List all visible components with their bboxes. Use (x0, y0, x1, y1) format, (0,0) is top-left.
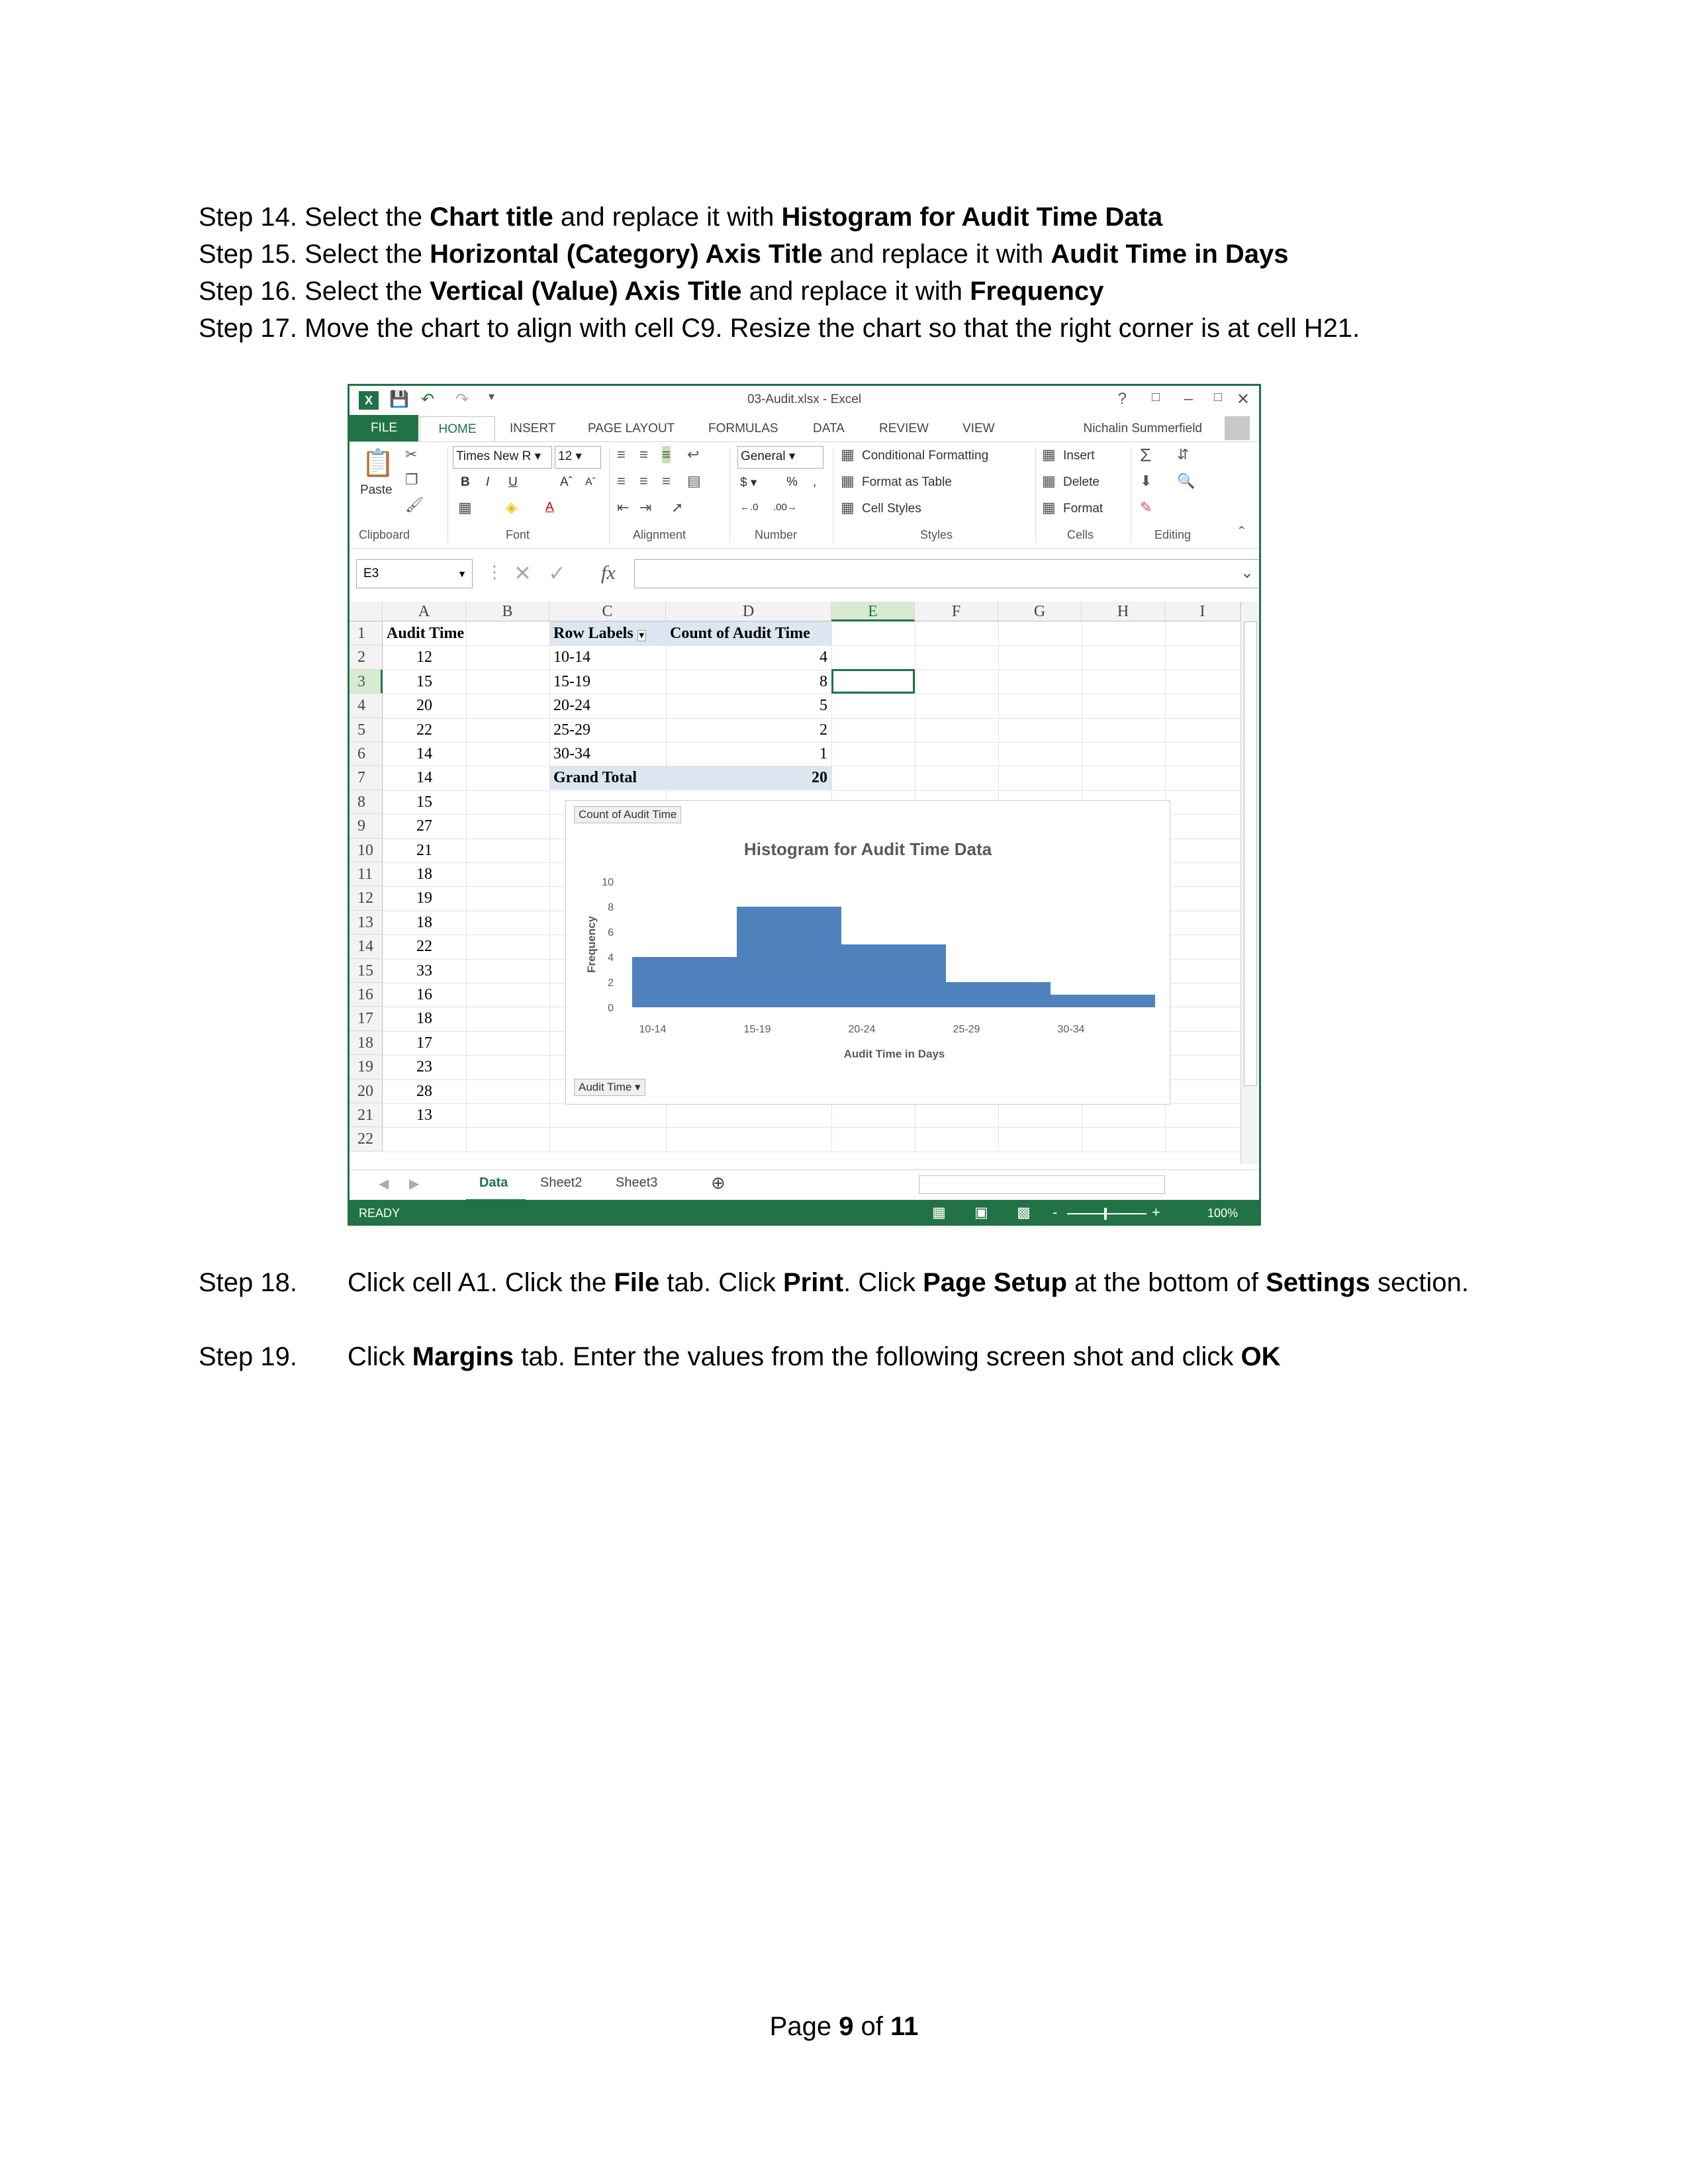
cell-audit-time[interactable]: 18 (416, 866, 432, 883)
step-text: Click (348, 1342, 412, 1371)
step-18-text (348, 1264, 1473, 1301)
orientation-icon[interactable]: ➚ (671, 499, 684, 516)
row-header[interactable]: 10 (350, 839, 383, 862)
zoom-level[interactable]: 100% (1207, 1206, 1239, 1220)
histogram-bar (841, 944, 946, 1007)
row-header[interactable]: 15 (350, 959, 383, 983)
step-text: and replace it with (553, 203, 782, 232)
enter-icon[interactable]: ✓ (548, 561, 566, 585)
cell-a1[interactable]: Audit Time (387, 625, 465, 642)
step-text: and replace it with (822, 240, 1051, 269)
x-tick-label: 10-14 (639, 1024, 667, 1035)
name-box-value: E3 (363, 567, 379, 580)
cell-audit-time[interactable]: 28 (416, 1082, 432, 1100)
paste-button[interactable]: Paste (360, 483, 393, 497)
step-14 (199, 199, 1556, 236)
step-text: Step 15. Select the (199, 240, 430, 269)
step-bold: OK (1241, 1342, 1281, 1371)
row-header[interactable]: 2 (350, 645, 383, 669)
font-size-value: 12 (558, 449, 573, 463)
cell-audit-time[interactable]: 33 (416, 962, 432, 979)
step-18-number: Step 18. (199, 1268, 298, 1297)
scroll-thumb[interactable] (1244, 621, 1257, 1086)
zoom-slider[interactable] (1067, 1213, 1147, 1214)
cancel-icon[interactable]: ✕ (514, 561, 532, 585)
ribbon (350, 441, 1259, 549)
align-left-icon[interactable]: ≡ (617, 473, 626, 489)
tab-data[interactable]: DATA (813, 422, 845, 435)
cell-audit-time[interactable]: 21 (416, 841, 432, 859)
cell-audit-time[interactable]: 20 (416, 697, 432, 715)
y-tick-label: 10 (602, 877, 614, 888)
page-footer (0, 2012, 1688, 2042)
excel-logo-icon: X (359, 391, 379, 410)
histogram-bar (946, 982, 1051, 1007)
undo-icon[interactable]: ↶ (421, 390, 435, 408)
step-text: section. (1370, 1268, 1469, 1297)
ribbon-tabs (350, 415, 1259, 441)
step-text: Click cell A1. Click the (348, 1268, 614, 1297)
step-text: Step 16. Select the (199, 277, 430, 306)
save-icon[interactable]: 💾 (389, 390, 409, 408)
collapse-ribbon-icon[interactable]: ⌃ (1237, 524, 1247, 537)
grow-font-icon[interactable]: Aˆ (560, 475, 573, 489)
cell-audit-time[interactable]: 13 (416, 1107, 432, 1124)
currency-icon[interactable]: $ ▾ (740, 476, 757, 490)
sheet-tab-sheet2[interactable]: Sheet2 (540, 1175, 583, 1190)
y-tick-label: 6 (608, 927, 614, 938)
x-axis-title: Audit Time in Days (843, 1048, 945, 1060)
find-select-icon[interactable]: 🔍 (1177, 473, 1196, 489)
chart-field-button[interactable]: Count of Audit Time (574, 806, 681, 823)
row-header[interactable]: 13 (350, 911, 383, 934)
chart-axis-field-label: Audit Time (579, 1081, 632, 1093)
align-top-icon[interactable]: ≡ (617, 446, 626, 463)
conditional-formatting-button[interactable]: Conditional Formatting (862, 449, 989, 463)
pivot-row-count[interactable]: 2 (820, 721, 827, 739)
col-header[interactable]: B (466, 602, 549, 621)
group-font: Font (506, 528, 530, 541)
y-tick-label: 8 (608, 902, 614, 913)
borders-icon[interactable]: ▦ (458, 499, 472, 516)
step-bold: Settings (1266, 1268, 1370, 1297)
col-header[interactable]: D (666, 602, 831, 621)
delete-cells-icon[interactable]: ▦ (1042, 473, 1056, 489)
step-bold: Histogram for Audit Time Data (781, 203, 1163, 232)
row-header[interactable]: 7 (350, 766, 383, 790)
pivot-row-count[interactable]: 8 (820, 672, 827, 690)
more-icon: ⋮ (486, 562, 503, 582)
merge-center-icon[interactable]: ▤ (687, 473, 701, 489)
normal-view-icon[interactable]: ▦ (932, 1204, 946, 1220)
status-bar (350, 1200, 1259, 1226)
step-text: and replace it with (741, 277, 970, 306)
page-break-view-icon[interactable]: ▩ (1017, 1204, 1031, 1220)
selected-cell-e3[interactable] (831, 669, 915, 694)
wrap-text-icon[interactable]: ↩ (687, 446, 700, 463)
italic-icon[interactable]: I (486, 475, 490, 489)
histogram-bar (1051, 995, 1155, 1007)
horizontal-scrollbar[interactable] (919, 1175, 1165, 1194)
steps-top (199, 199, 1556, 347)
expand-formula-bar-icon[interactable]: ⌄ (1240, 564, 1254, 582)
format-button[interactable]: Format (1063, 502, 1103, 516)
row-header[interactable]: 22 (350, 1127, 383, 1151)
tab-page-layout[interactable]: PAGE LAYOUT (588, 422, 675, 435)
font-name-select[interactable]: Times New R ▾ (453, 446, 552, 469)
cell-audit-time[interactable]: 22 (416, 938, 432, 956)
font-size-select[interactable]: 12 ▾ (555, 446, 601, 469)
font-name-value: Times New R (456, 449, 532, 463)
title-bar (350, 386, 1259, 415)
tab-formulas[interactable]: FORMULAS (708, 422, 778, 435)
cell-audit-time[interactable]: 23 (416, 1058, 432, 1076)
sort-filter-icon[interactable]: ⇵ (1177, 446, 1190, 463)
percent-icon[interactable]: % (786, 475, 798, 489)
zoom-in-icon[interactable]: + (1152, 1204, 1160, 1220)
step-bold: Vertical (Value) Axis Title (430, 277, 742, 306)
increase-decimal-icon[interactable]: ←.0 (740, 502, 759, 513)
col-header[interactable]: I (1165, 602, 1241, 621)
col-header[interactable]: A (383, 602, 466, 621)
step-bold: Page Setup (923, 1268, 1067, 1297)
cell-audit-time[interactable]: 17 (416, 1034, 432, 1052)
pivot-row-count[interactable]: 1 (820, 745, 827, 762)
select-all[interactable] (350, 602, 383, 621)
cell-audit-time[interactable]: 18 (416, 1010, 432, 1028)
number-format-select[interactable]: General ▾ (737, 446, 823, 469)
cell-audit-time[interactable]: 19 (416, 889, 432, 907)
grid-line (383, 1127, 1241, 1128)
pivot-row-labels-text: Row Labels (553, 625, 633, 642)
pivot-row-label[interactable]: 30-34 (553, 745, 590, 762)
col-header[interactable]: C (549, 602, 666, 621)
row-header[interactable]: 21 (350, 1103, 383, 1127)
zoom-out-icon[interactable]: - (1053, 1204, 1058, 1220)
align-center-icon[interactable]: ≡ (639, 473, 648, 489)
tab-view[interactable]: VIEW (962, 422, 995, 435)
step-text: at the bottom of (1066, 1268, 1266, 1297)
formula-input[interactable] (634, 559, 1261, 588)
format-as-table-button[interactable]: Format as Table (862, 475, 952, 489)
underline-icon[interactable]: U (508, 475, 518, 489)
step-text: . Click (843, 1268, 923, 1297)
maximize-icon[interactable]: □ (1213, 390, 1222, 404)
cell-audit-time[interactable]: 12 (416, 649, 432, 666)
format-cells-icon[interactable]: ▦ (1042, 499, 1056, 516)
chart-plot (566, 801, 1170, 1104)
step-bold: Horizontal (Category) Axis Title (430, 240, 823, 269)
ribbon-display-icon[interactable]: □ (1151, 390, 1160, 404)
step-bold: Audit Time in Days (1051, 240, 1289, 269)
next-sheet-icon[interactable]: ▶ (409, 1177, 420, 1191)
cell-audit-time[interactable]: 22 (416, 721, 432, 739)
tab-review[interactable]: REVIEW (879, 422, 929, 435)
prev-sheet-icon[interactable]: ◀ (379, 1177, 389, 1191)
name-box[interactable]: E3 ▼ (356, 559, 473, 588)
step-text: tab. Enter the values from the following screen shot and click (514, 1342, 1241, 1371)
y-tick-label: 4 (608, 952, 614, 964)
step-17 (199, 310, 1556, 347)
grid-line (466, 621, 467, 1151)
help-icon[interactable]: ? (1117, 390, 1127, 408)
font-color-icon[interactable]: A (545, 500, 554, 514)
row-header[interactable]: 20 (350, 1079, 383, 1103)
step-15 (199, 236, 1556, 273)
sheet-tab-data[interactable] (466, 1170, 526, 1201)
formula-bar (350, 559, 1259, 590)
row-header[interactable]: 5 (350, 718, 383, 742)
pivot-grand-total-label[interactable]: Grand Total (553, 769, 637, 786)
tab-file[interactable]: FILE (350, 415, 418, 441)
step-text: Step 17. Move the chart to align with cell C9. Resize the chart so that the right corner is at cell H21. (199, 314, 1360, 343)
group-alignment: Alignment (633, 528, 686, 541)
delete-button[interactable]: Delete (1063, 475, 1100, 489)
sheet-tab-bar (350, 1169, 1259, 1201)
format-as-table-icon[interactable]: ▦ (841, 473, 855, 489)
customize-qat-icon[interactable]: ▾ (489, 390, 495, 403)
pivot-grand-total-value[interactable]: 20 (812, 769, 827, 786)
row-header[interactable]: 16 (350, 983, 383, 1007)
histogram-bar (737, 907, 841, 1007)
footer-total-pages: 11 (890, 2012, 919, 2041)
pivot-row-label[interactable]: 20-24 (553, 697, 590, 715)
format-painter-icon[interactable]: 🖌 (405, 496, 424, 513)
chart-axis-field-button[interactable]: Audit Time ▾ (574, 1079, 645, 1096)
number-format-value: General (741, 449, 786, 463)
align-middle-icon[interactable]: ≡ (639, 446, 648, 463)
x-tick-label: 30-34 (1057, 1024, 1085, 1035)
excel-window (348, 384, 1261, 1226)
row-header[interactable]: 17 (350, 1007, 383, 1030)
comma-icon[interactable]: , (813, 475, 817, 489)
cut-icon[interactable]: ✂ (405, 446, 418, 463)
x-tick-label: 20-24 (848, 1024, 876, 1035)
pivot-row-label[interactable]: 15-19 (553, 672, 590, 690)
x-tick-label: 25-29 (953, 1024, 980, 1035)
pivot-row-labels[interactable] (553, 621, 670, 645)
cell-audit-time[interactable]: 27 (416, 817, 432, 835)
sheet-tab-data-label: Data (479, 1175, 508, 1190)
user-name[interactable]: Nichalin Summerfield (1083, 422, 1202, 435)
step-text: Step 14. Select the (199, 203, 430, 232)
step-19-text (348, 1338, 1473, 1375)
pivot-row-count[interactable]: 4 (820, 649, 827, 666)
insert-cells-icon[interactable]: ▦ (1042, 446, 1056, 463)
document-title: 03-Audit.xlsx - Excel (747, 392, 862, 406)
row-header[interactable]: 4 (350, 694, 383, 717)
cell-styles-button[interactable]: Cell Styles (862, 502, 921, 516)
close-icon[interactable]: ✕ (1236, 390, 1250, 408)
insert-function-icon[interactable]: fx (601, 562, 616, 584)
row-header[interactable]: 19 (350, 1055, 383, 1079)
step-16 (199, 273, 1556, 310)
step-bold: Print (782, 1268, 844, 1297)
shrink-font-icon[interactable]: Aˇ (585, 477, 596, 488)
cell-audit-time[interactable]: 15 (416, 672, 432, 690)
row-header[interactable]: 3 (350, 670, 383, 694)
vertical-scrollbar[interactable] (1241, 602, 1260, 1164)
step-text: tab. Click (659, 1268, 783, 1297)
grid-line (549, 621, 550, 1151)
footer-page-number: 9 (839, 2012, 854, 2041)
footer-middle: of (853, 2012, 891, 2041)
increase-indent-icon[interactable]: ⇥ (639, 499, 652, 516)
fill-icon[interactable]: ⬇ (1140, 473, 1152, 489)
y-tick-label: 0 (608, 1003, 614, 1014)
align-right-icon[interactable]: ≡ (662, 473, 671, 489)
cell-audit-time[interactable]: 14 (416, 745, 432, 762)
status-text: READY (359, 1206, 400, 1220)
copy-icon[interactable]: ❐ (405, 471, 418, 488)
tab-home[interactable]: HOME (420, 416, 495, 442)
bold-icon[interactable]: B (461, 475, 470, 489)
cell-audit-time[interactable]: 16 (416, 986, 432, 1003)
row-header[interactable]: 18 (350, 1031, 383, 1055)
pivot-row-label[interactable]: 10-14 (553, 649, 590, 666)
pivot-row-label[interactable]: 25-29 (553, 721, 590, 739)
tab-insert[interactable]: INSERT (510, 422, 556, 435)
footer-prefix: Page (769, 2012, 839, 2041)
x-tick-label: 15-19 (743, 1024, 771, 1035)
redo-icon[interactable]: ↷ (455, 390, 469, 408)
decrease-indent-icon[interactable]: ⇤ (617, 499, 630, 516)
conditional-formatting-icon[interactable]: ▦ (841, 446, 855, 463)
minimize-icon[interactable]: – (1184, 390, 1193, 408)
group-styles: Styles (920, 528, 953, 541)
histogram-chart[interactable] (565, 800, 1170, 1105)
page-layout-view-icon[interactable]: ▣ (974, 1204, 988, 1220)
fill-color-icon[interactable]: ◈ (506, 499, 517, 516)
cell-audit-time[interactable]: 15 (416, 793, 432, 811)
row-header[interactable]: 1 (350, 621, 383, 645)
avatar[interactable] (1225, 416, 1250, 440)
insert-button[interactable]: Insert (1063, 449, 1095, 463)
histogram-bar (632, 957, 737, 1007)
y-axis-title: Frequency (585, 916, 598, 973)
group-cells: Cells (1067, 528, 1094, 541)
cell-audit-time[interactable]: 14 (416, 769, 432, 787)
col-header[interactable]: H (1082, 602, 1165, 621)
worksheet-grid (350, 602, 1259, 1148)
group-editing: Editing (1154, 528, 1192, 541)
group-clipboard: Clipboard (359, 528, 410, 541)
new-sheet-icon[interactable]: ⊕ (711, 1173, 726, 1193)
clear-icon[interactable]: ✎ (1140, 499, 1152, 516)
row-header[interactable]: 8 (350, 790, 383, 814)
sheet-tab-sheet3[interactable]: Sheet3 (616, 1175, 658, 1190)
autosum-icon[interactable]: Σ (1140, 445, 1152, 465)
col-header-selected[interactable]: E (831, 602, 915, 621)
step-bold: File (614, 1268, 660, 1297)
step-bold: Margins (412, 1342, 514, 1371)
zoom-slider-thumb[interactable] (1104, 1208, 1107, 1220)
cell-audit-time[interactable]: 18 (416, 913, 432, 931)
cell-styles-icon[interactable]: ▦ (841, 499, 855, 516)
filter-dropdown-icon[interactable]: ▾ (637, 630, 646, 641)
row-header[interactable]: 9 (350, 814, 383, 838)
col-header[interactable]: G (998, 602, 1082, 621)
decrease-decimal-icon[interactable]: .00→ (773, 502, 797, 513)
step-bold: Chart title (430, 203, 553, 232)
pivot-row-count[interactable]: 5 (820, 697, 827, 715)
grid-line (383, 790, 1241, 791)
pivot-count-header[interactable]: Count of Audit Time (670, 625, 810, 642)
align-bottom-icon[interactable]: ≡ (662, 446, 671, 463)
row-header[interactable]: 6 (350, 742, 383, 766)
row-header[interactable]: 11 (350, 862, 383, 886)
chart-title: Histogram for Audit Time Data (743, 839, 992, 859)
step-bold: Frequency (970, 277, 1104, 306)
y-tick-label: 2 (608, 978, 614, 989)
col-header[interactable]: F (915, 602, 998, 621)
row-header[interactable]: 12 (350, 886, 383, 910)
row-header[interactable]: 14 (350, 934, 383, 958)
step-19-number: Step 19. (199, 1342, 298, 1371)
paste-icon[interactable]: 📋 (361, 449, 395, 478)
group-number: Number (755, 528, 798, 541)
